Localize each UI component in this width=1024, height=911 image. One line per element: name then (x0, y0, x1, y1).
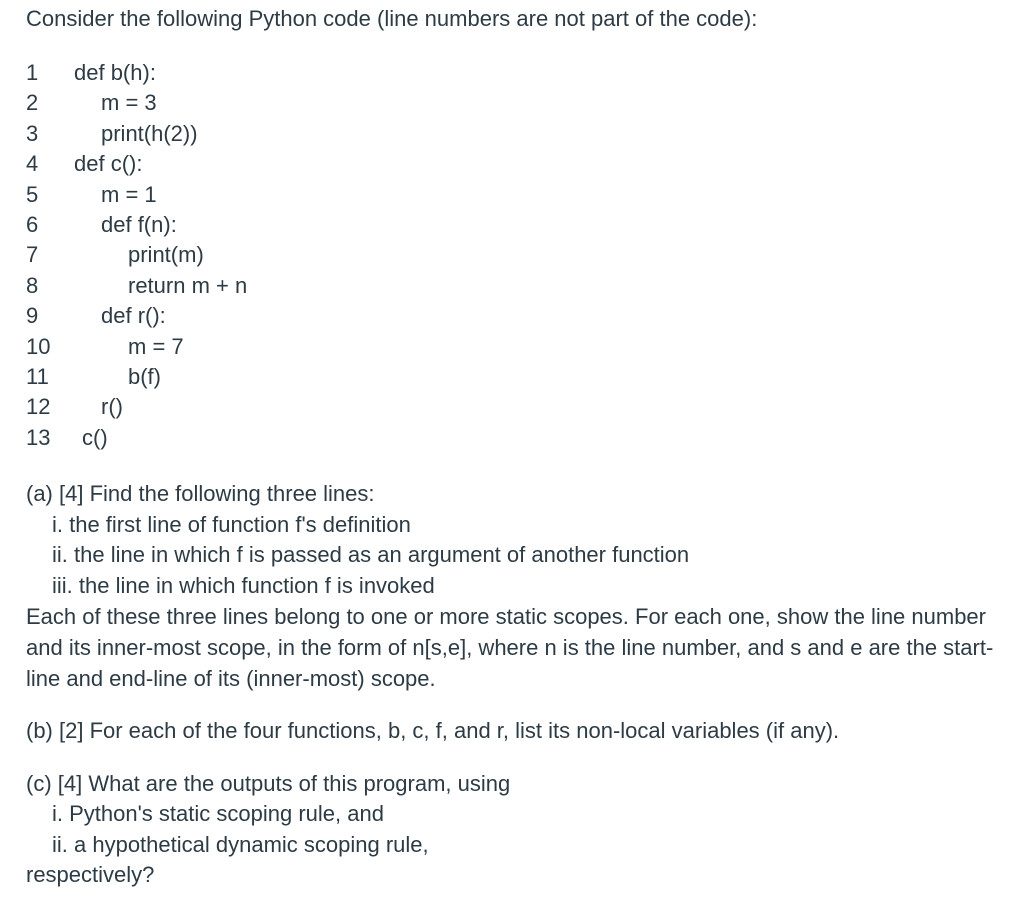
code-text: m = 7 (128, 333, 184, 359)
line-number: 4 (26, 151, 39, 177)
spacer (26, 694, 1006, 716)
part-c-item: ii. a hypothetical dynamic scoping rule, (52, 831, 429, 857)
questions (26, 479, 1006, 891)
code-text: print(m) (128, 242, 204, 268)
code-text: return m + n (128, 272, 248, 298)
line-number: 1 (26, 60, 39, 85)
code-text: print(h(2)) (101, 120, 198, 146)
line-number: 3 (26, 120, 39, 146)
line-number: 6 (26, 211, 39, 237)
code-text: m = 1 (101, 181, 157, 207)
line-number: 7 (26, 242, 39, 268)
code-text: c() (82, 424, 108, 450)
part-c-closing: respectively? (26, 862, 155, 887)
code-text: b(f) (128, 363, 161, 389)
spacer (26, 747, 1006, 769)
part-c-item: i. Python's static scoping rule, and (52, 801, 384, 826)
question-intro: Consider the following Python code (line numbers are not part of the code): (26, 6, 758, 31)
line-number: 2 (26, 90, 39, 116)
part-a-item: ii. the line in which f is passed as an argument of another function (52, 542, 690, 567)
line-number: 10 (26, 333, 51, 359)
line-number: 12 (26, 394, 51, 420)
part-a-item: iii. the line in which function f is invoked (52, 572, 435, 598)
part-a-heading: (a) [4] Find the following three lines: (26, 481, 375, 506)
code-text: def b(h): (74, 60, 156, 85)
part-a-item: i. the first line of function f's definition (52, 511, 411, 537)
code-text: m = 3 (101, 90, 157, 116)
line-number: 8 (26, 272, 39, 298)
code-text: def c(): (74, 151, 143, 177)
line-number: 11 (26, 363, 49, 389)
code-text: r() (101, 394, 123, 420)
line-number: 5 (26, 181, 39, 207)
code-text: def r(): (101, 303, 166, 329)
part-b-text: (b) [2] For each of the four functions, b, c, f, and r, list its non-local variables (if any). (26, 718, 840, 743)
part-c-heading: (c) [4] What are the outputs of this program, using (26, 770, 511, 796)
code-text: def f(n): (101, 211, 177, 237)
part-a-body: Each of these three lines belong to one or more static scopes. For each one, show the line number and its inner-most scope, in the form of n[s,e], where n is the line number, and s and e are the start-line and end-line of its (inner-most) scope. (26, 604, 994, 691)
line-number: 9 (26, 303, 39, 329)
line-number: 13 (26, 424, 51, 450)
